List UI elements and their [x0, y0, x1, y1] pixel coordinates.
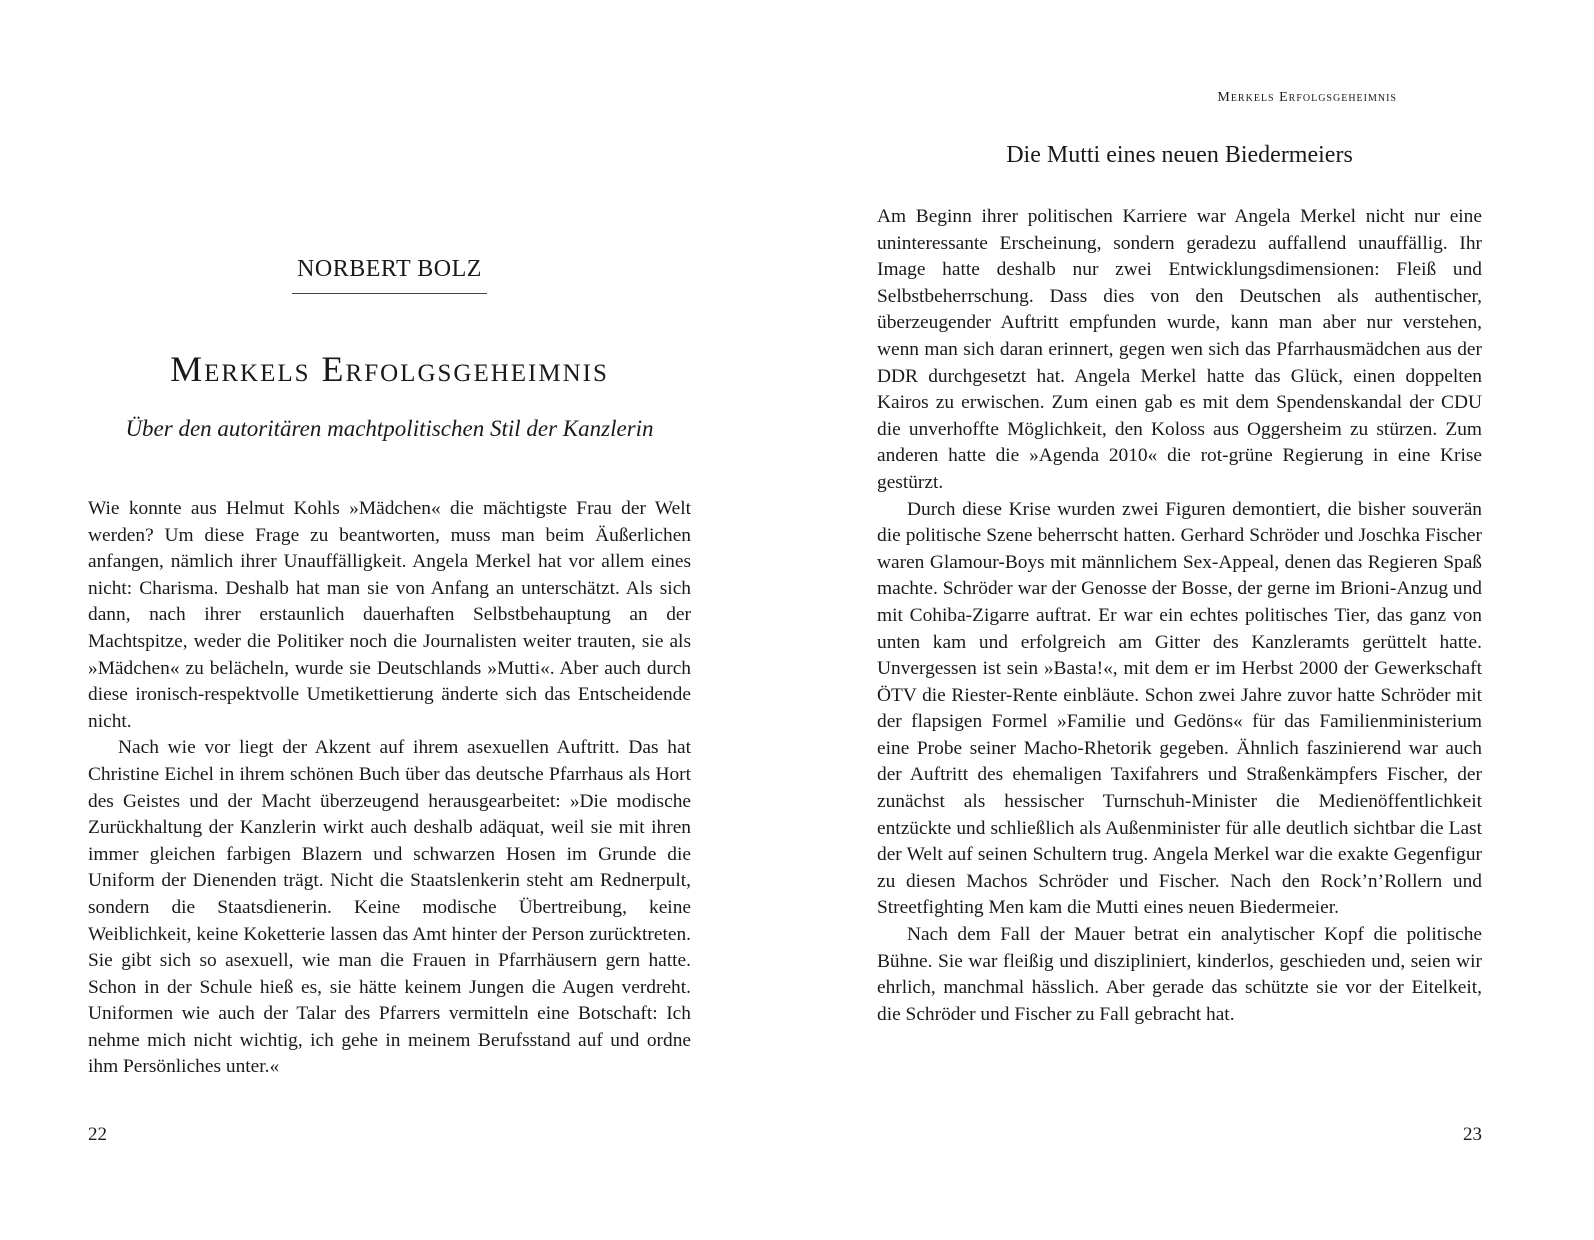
right-body-text [877, 204, 1482, 1028]
chapter-title: Merkels Erfolgsgeheimnis [170, 349, 609, 389]
paragraph: Wie konnte aus Helmut Kohls »Mädchen« die mächtigste Frau der Welt werden? Um diese Frage zu beantworten, muss man beim Äußerlichen anfangen, nämlich ihrer Unauffälligkeit. Angela Merkel hat vor allem eines nicht: Charisma. Deshalb hat man sie von Anfang an unterschätzt. Als sich dann, nach ihrer erstaunlich dauerhaften Selbstbehauptung an der Machtspitze, weder die Politiker noch die Journalisten weiter trauten, sie als »Mädchen« zu belächeln, wurde sie Deutschlands »Mutti«. Aber auch durch diese ironisch-respektvolle Umetikettierung änderte sich das Entscheidende nicht. [88, 498, 691, 732]
paragraph: Durch diese Krise wurden zwei Figuren demontiert, die bisher souverän die politische Szene beherrscht hatten. Gerhard Schröder und Joschka Fischer waren Glamour-Boys mit männlichem Sex-Appeal, denen das Regieren Spaß machte. Schröder war der Genosse der Bosse, der gerne im Brioni-Anzug und mit Cohiba-Zigarre auftrat. Er war ein echtes politisches Tier, das ganz von unten kam und erfolgreich am Gitter des Kanzleramts gerüttelt hatte. Unvergessen ist sein »Basta!«, mit dem er im Herbst 2000 der Gewerkschaft ÖTV die Riester-Rente einbläute. Schon zwei Jahre zuvor hatte Schröder mit der flapsigen Formel »Familie und Gedöns« für das Familienministerium eine Probe seiner Macho-Rhetorik gegeben. Ähnlich faszinierend war auch der Auftritt des ehemaligen Taxifahrers und Straßenkämpfers Fischer, der zunächst als hessischer Turnschuh-Minister die Medienöffentlichkeit entzückte und schließlich als Außenminister für alle deutlich sichtbar die Last der Welt auf seinen Schultern trug. Angela Merkel war die exakte Gegenfigur zu diesen Machos Schröder und Fischer. Nach den Rock’n’Rollern und Streetfighting Men kam die Mutti eines neuen Biedermeier. [877, 498, 1482, 919]
running-head: Merkels Erfolgsgeheimnis [1217, 90, 1397, 105]
chapter-subtitle: Über den autoritären machtpolitischen Stil der Kanzlerin [125, 416, 654, 441]
paragraph: Nach dem Fall der Mauer betrat ein analytischer Kopf die politische Bühne. Sie war fleißig und diszipliniert, kinderlos, geschieden und, seien wir ehrlich, manchmal hässlich. Aber gerade das schützte sie vor der Eitelkeit, die Schröder und Fischer zu Fall gebracht hat. [877, 924, 1482, 1025]
author-divider [292, 293, 487, 294]
right-page [797, 0, 1594, 1240]
author-name: NORBERT BOLZ [297, 256, 482, 282]
page-number-right: 23 [1463, 1124, 1482, 1145]
left-body-text [88, 496, 691, 1081]
paragraph: Am Beginn ihrer politischen Karriere war Angela Merkel nicht nur eine uninteressante Erscheinung, sondern geradezu auffallend unauffällig. Ihr Image hatte deshalb nur zwei Entwicklungsdimensionen: Fleiß und Selbstbeherrschung. Dass dies von den Deutschen als authentischer, überzeugender Auftritt empfunden wurde, kann man aber nur verstehen, wenn man sich daran erinnert, gegen wen sich das Pfarrhausmädchen aus der DDR durchgesetzt hat. Angela Merkel hatte das Glück, einen doppelten Kairos zu erwischen. Zum einen gab es mit dem Spendenskandal der CDU die unverhoffte Möglichkeit, den Koloss aus Oggersheim zu stürzen. Zum anderen hatte die »Agenda 2010« die rot-grüne Regierung in eine Krise gestürzt. [877, 206, 1482, 493]
paragraph: Nach wie vor liegt der Akzent auf ihrem asexuellen Auftritt. Das hat Christine Eichel in ihrem schönen Buch über das deutsche Pfarrhaus als Hort des Geistes und der Macht überzeugend herausgearbeitet: »Die modische Zurückhaltung der Kanzlerin wirkt auch deshalb adäquat, weil sie mit ihren immer gleichen farbigen Blazern und schwarzen Hosen im Grunde die Uniform der Dienenden trägt. Nicht die Staatslenkerin steht am Rednerpult, sondern die Staatsdienerin. Keine modische Übertreibung, keine Weiblichkeit, keine Koketterie lassen das Amt hinter der Person zurücktreten. Sie gibt sich so asexuell, wie man die Frauen in Pfarrhäusern gern hatte. Schon in der Schule hieß es, sie hätte keinem Jungen die Augen verdreht. Uniformen wie auch der Talar des Pfarrers vermitteln eine Botschaft: Ich nehme mich nicht wichtig, ich gehe in meinem Berufsstand auf und ordne ihm Persönliches unter.« [88, 737, 691, 1078]
page-number-left: 22 [88, 1124, 107, 1145]
section-heading: Die Mutti eines neuen Biedermeiers [1006, 142, 1353, 168]
